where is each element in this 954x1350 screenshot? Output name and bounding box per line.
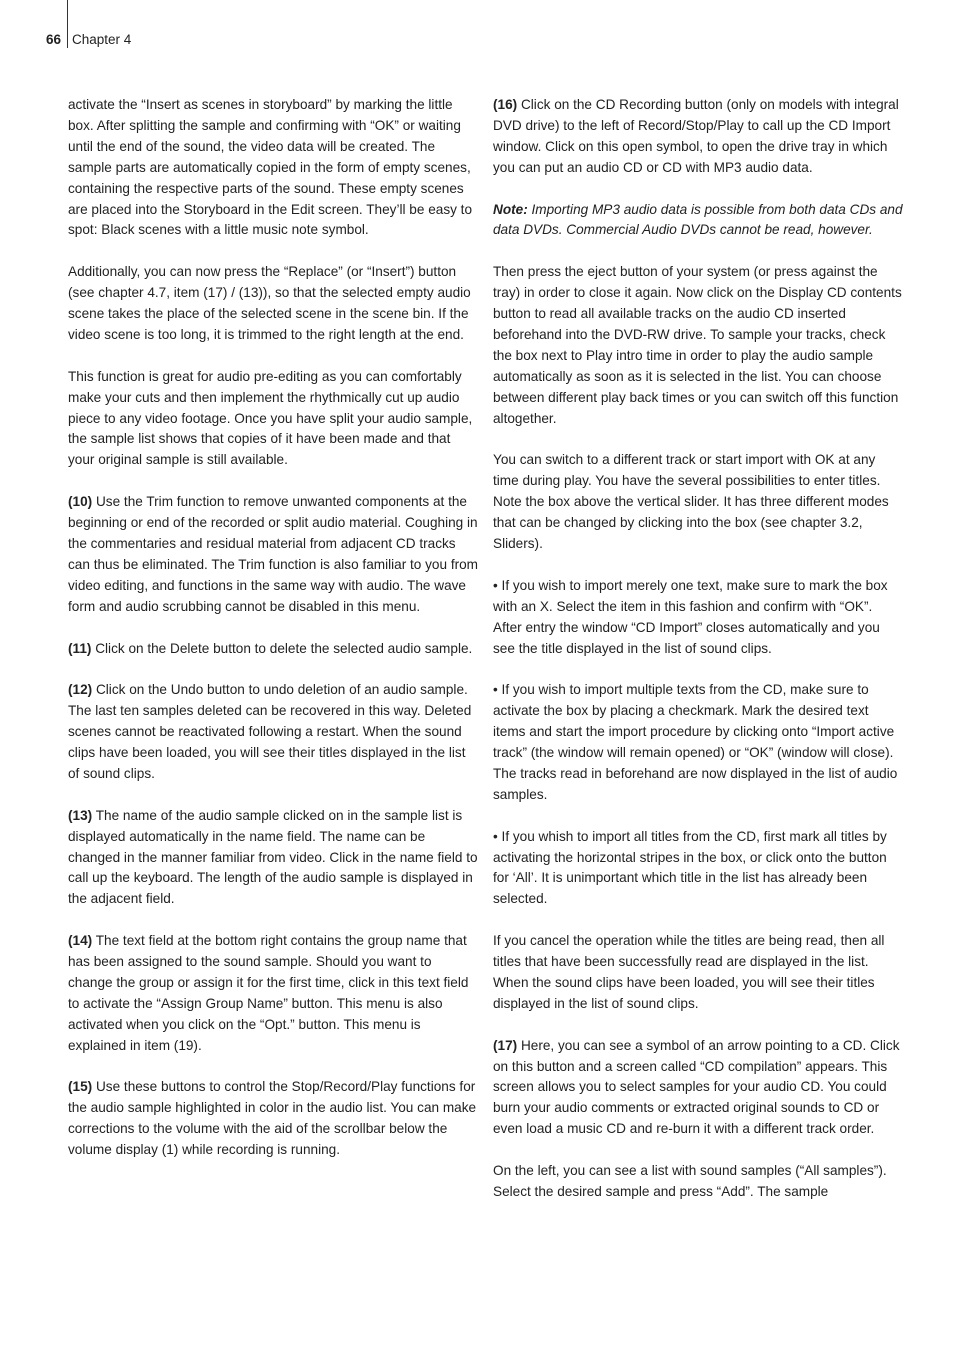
item-number: (17): [493, 1037, 518, 1053]
paragraph-text: Then press the eject button of your system (or press against the tray) in order to close it again. Now click on the Display CD contents button to read all available tracks on the audio CD inserted beforehand into the DVD-RW drive. To sample your tracks, check the box next to Play intro time in order to play the audio sample automatically as soon as it is selected in the list. You can choose between different play back times or you can switch off this function altogether.: [493, 264, 902, 426]
paragraph-item-14: [68, 931, 478, 1056]
paragraph-text: The name of the audio sample clicked on in the sample list is displayed automatically in the name field. The name can be changed in the manner familiar from video. Click in the name field to call up the keyboard. The length of the audio sample is displayed in the adjacent field.: [68, 807, 478, 907]
paragraph: [68, 367, 478, 472]
paragraph-item-10: [68, 492, 478, 617]
item-number: (15): [68, 1079, 93, 1095]
paragraph-text: • If you wish to import multiple texts from the CD, make sure to activate the box by placing a checkmark. Mark the desired text items and start the import procedure by clicking onto “Import active track” (the window will remain opened) or “OK” (window will close). The tracks read in beforehand are now displayed in the list of audio samples.: [493, 682, 898, 802]
paragraph: [68, 95, 478, 241]
margin-rule: [67, 0, 68, 48]
paragraph: [493, 931, 903, 1015]
note-paragraph: [493, 200, 903, 242]
right-column: [493, 95, 903, 1203]
paragraph-text: Use the Trim function to remove unwanted components at the beginning or end of the recorded or split audio material. Coughing in the commentaries and residual material from adjacent CD tracks can thus be eliminated. The Trim function is also familiar to you from video editing, and functions in the same way with audio. The wave form and audio scrubbing cannot be disabled in this menu.: [68, 494, 479, 614]
paragraph: [493, 262, 903, 429]
page-header: [46, 32, 132, 48]
item-number: (14): [68, 933, 93, 949]
paragraph-item-15: [68, 1077, 478, 1161]
paragraph-text: activate the “Insert as scenes in storyboard” by marking the little box. After splitting the sample and confirming with “OK” or waiting until the end of the sound, the video data will be created. The sample parts are automatically copied in the form of empty scenes, containing the respective parts of the sound. These empty scenes are placed into the Storyboard in the Edit screen. They’ll be easy to spot: Black scenes with a little music note symbol.: [68, 97, 473, 238]
paragraph: [493, 450, 903, 555]
paragraph-item-13: [68, 806, 478, 911]
paragraph-text: Click on the Undo button to undo deletion of an audio sample. The last ten samples deleted can be recovered in this way. Deleted scenes cannot be reactivated following a restart. When the sound clips have been loaded, you will see their titles displayed in the list of sound clips.: [68, 682, 472, 781]
page-number: 66: [46, 32, 62, 47]
item-number: (13): [68, 807, 93, 823]
paragraph-text: Use these buttons to control the Stop/Record/Play functions for the audio sample highlighted in color in the audio list. You can make corrections to the volume with the aid of the scrollbar below the volume display (1) while recording is running.: [68, 1079, 477, 1158]
bullet-paragraph: [493, 680, 903, 805]
paragraph: [493, 1161, 903, 1203]
paragraph: [68, 262, 478, 346]
paragraph-text: On the left, you can see a list with sound samples (“All samples”). Select the desired sample and press “Add”. The sample: [493, 1163, 887, 1199]
paragraph-text: Click on the CD Recording button (only on models with integral DVD drive) to the left of Record/Stop/Play to call up the CD Import window. Click on this open symbol, to open the drive tray in which you can put an audio CD or CD with MP3 audio data.: [493, 97, 899, 175]
item-number: (12): [68, 682, 93, 698]
paragraph-text: The text field at the bottom right contains the group name that has been assigned to the sound sample. Should you want to change the group or assign it for the first time, click in this text field to activate the “Assign Group Name” button. This menu is also activated when you click on the “Opt.” button. This menu is explained in item (19).: [68, 933, 469, 1053]
paragraph-text: You can switch to a different track or start import with OK at any time during play. You have the several possibilities to enter titles. Note the box above the vertical slider. It has three different modes that can be changed by clicking into the box (see chapter 3.2, Sliders).: [493, 452, 889, 551]
item-number: (16): [493, 97, 518, 112]
paragraph-item-17: [493, 1036, 903, 1141]
note-text: Importing MP3 audio data is possible from both data CDs and data DVDs. Commercial Audio DVDs cannot be read, however.: [493, 201, 903, 238]
chapter-title: Chapter 4: [72, 32, 132, 47]
item-number: (11): [68, 640, 92, 656]
paragraph-item-16: [493, 95, 903, 179]
paragraph-text: • If you wish to import merely one text, make sure to mark the box with an X. Select the item in this fashion and confirm with “OK”. After entry the window “CD Import” closes automatically and you see the title displayed in the list of sound clips.: [493, 577, 888, 656]
bullet-paragraph: [493, 576, 903, 660]
paragraph-text: If you cancel the operation while the titles are being read, then all titles that have been successfully read are displayed in the list. When the sound clips have been loaded, you will see their titles displayed in the list of sound clips.: [493, 933, 885, 1011]
paragraph-item-11: [68, 639, 478, 660]
bullet-paragraph: [493, 827, 903, 911]
paragraph-item-12: [68, 680, 478, 785]
note-label: Note:: [493, 201, 528, 217]
paragraph-text: Here, you can see a symbol of an arrow pointing to a CD. Click on this button and a screen called “CD compilation” appears. This screen allows you to select samples for your audio CD. You could burn your audio comments or extracted original sounds to CD or even load a music CD and re-burn it with a different track order.: [493, 1037, 900, 1137]
left-column: [68, 95, 478, 1161]
item-number: (10): [68, 494, 93, 510]
paragraph-text: Additionally, you can now press the “Replace” (or “Insert”) button (see chapter 4.7, item (17) / (13)), so that the selected empty audio scene takes the place of the selected scene in the scene bin. If the video scene is too long, it is trimmed to the right length at the end.: [68, 264, 471, 342]
paragraph-text: • If you whish to import all titles from the CD, first mark all titles by activating the horizontal stripes in the box, or click onto the button for ‘All’. It is unimportant which title in the list has already been selected.: [493, 828, 887, 907]
paragraph-text: Click on the Delete button to delete the selected audio sample.: [91, 640, 473, 656]
paragraph-text: This function is great for audio pre-editing as you can comfortably make your cuts and then implement the rhythmically cut up audio piece to any video footage. Once you have split your audio sample, the sample list shows that copies of it have been made and that your original sample is still available.: [68, 368, 473, 468]
